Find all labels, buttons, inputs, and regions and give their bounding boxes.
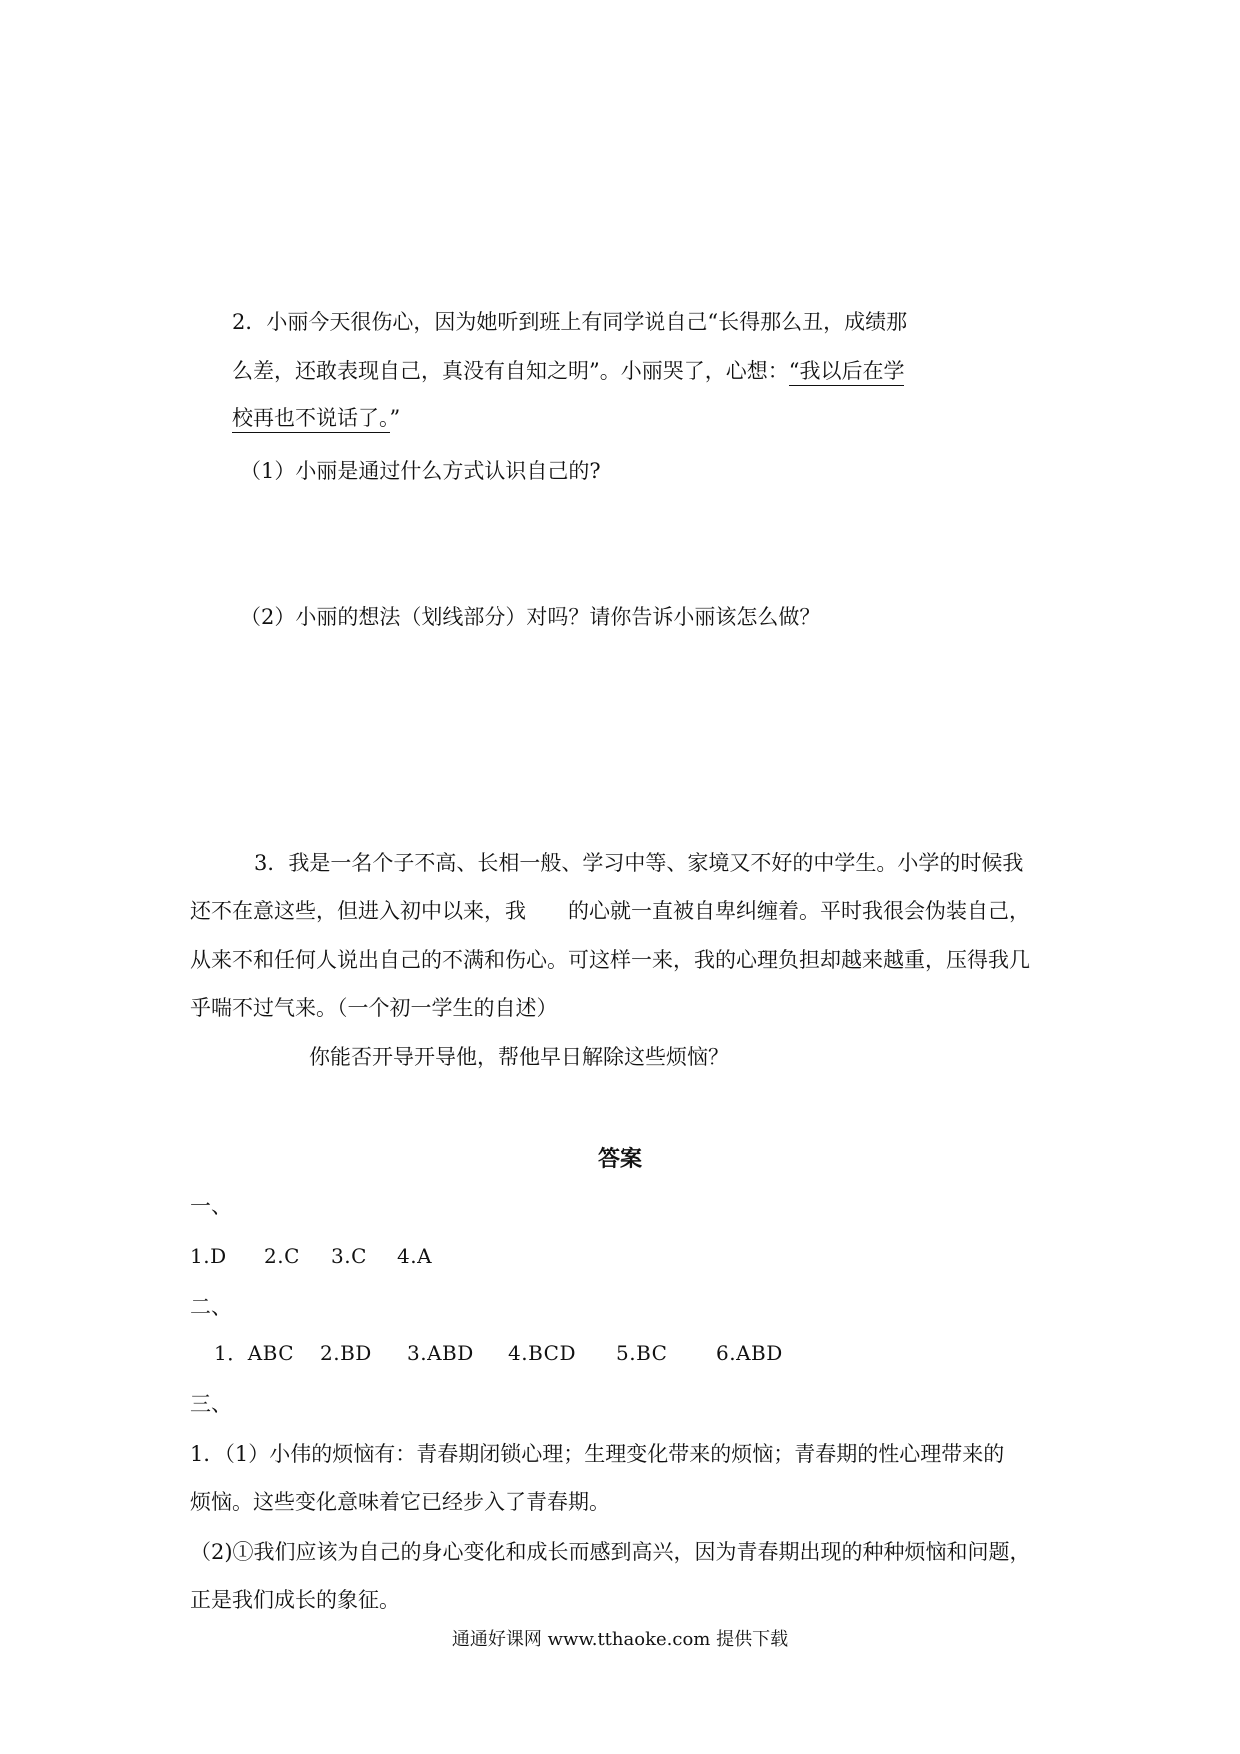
q2-sub-question-2: （2）小丽的想法（划线部分）对吗？请你告诉小丽该怎么做？	[240, 605, 821, 629]
answer-item: 2.C	[264, 1244, 300, 1268]
q2-line-3-end: ”	[389, 406, 401, 430]
answers-section-3-p2-line-2: 正是我们成长的象征。	[190, 1588, 400, 1612]
q3-line-2	[190, 897, 1030, 925]
q3-line-4: 乎喘不过气来。（一个初一学生的自述）	[190, 996, 558, 1020]
answers-section-1-label: 一、	[190, 1194, 232, 1218]
q3-line-2-part-a: 还不在意这些，但进入初中以来，我	[190, 899, 526, 923]
answer-item: 6.ABD	[716, 1341, 783, 1365]
answer-item: 1.D	[190, 1244, 227, 1268]
q3-line-1: 3．我是一名个子不高、长相一般、学习中等、家境又不好的中学生。小学的时候我	[254, 851, 1024, 875]
q2-line-2-text: 么差，还敢表现自己，真没有自知之明”。小丽哭了，心想：	[232, 359, 789, 383]
answers-section-3-p2-line-1: （2)①我们应该为自己的身心变化和成长而感到高兴，因为青春期出现的种种烦恼和问题，	[190, 1540, 1031, 1564]
answer-item: 3.ABD	[407, 1341, 474, 1365]
answers-section-3-p1-line-1: 1．（1）小伟的烦恼有：青春期闭锁心理；生理变化带来的烦恼；青春期的性心理带来的	[190, 1442, 1005, 1466]
q3-line-3: 从来不和任何人说出自己的不满和伤心。可这样一来，我的心理负担却越来越重，压得我几	[190, 948, 1030, 972]
q3-question: 你能否开导开导他，帮他早日解除这些烦恼？	[309, 1045, 729, 1069]
q2-underlined-thought-part-2: 校再也不说话了。	[232, 406, 390, 433]
q2-sub-question-1: （1）小丽是通过什么方式认识自己的?	[240, 459, 601, 483]
answer-item: 4.BCD	[508, 1341, 576, 1365]
answers-title: 答案	[597, 1146, 642, 1172]
q2-line-1: 2．小丽今天很伤心，因为她听到班上有同学说自己“长得那么丑，成绩那	[232, 310, 908, 334]
q2-line-3	[232, 404, 400, 432]
answers-section-3-label: 三、	[190, 1392, 232, 1416]
answer-item: 2.BD	[320, 1341, 372, 1365]
q2-underlined-thought-part-1: “我以后在学	[789, 359, 905, 386]
q2-line-2	[232, 357, 904, 385]
answers-section-2-label: 二、	[190, 1295, 232, 1319]
answer-item: 3.C	[331, 1244, 367, 1268]
answer-item: 4.A	[397, 1244, 433, 1268]
answer-item: 1．ABC	[214, 1341, 295, 1365]
answers-section-3-p1-line-2: 烦恼。这些变化意味着它已经步入了青春期。	[190, 1490, 610, 1514]
answer-item: 5.BC	[616, 1341, 668, 1365]
q3-line-2-part-b: 的心就一直被自卑纠缠着。平时我很会伪装自己，	[568, 899, 1030, 923]
page-footer: 通通好课网 www.tthaoke.com 提供下载	[451, 1629, 789, 1650]
